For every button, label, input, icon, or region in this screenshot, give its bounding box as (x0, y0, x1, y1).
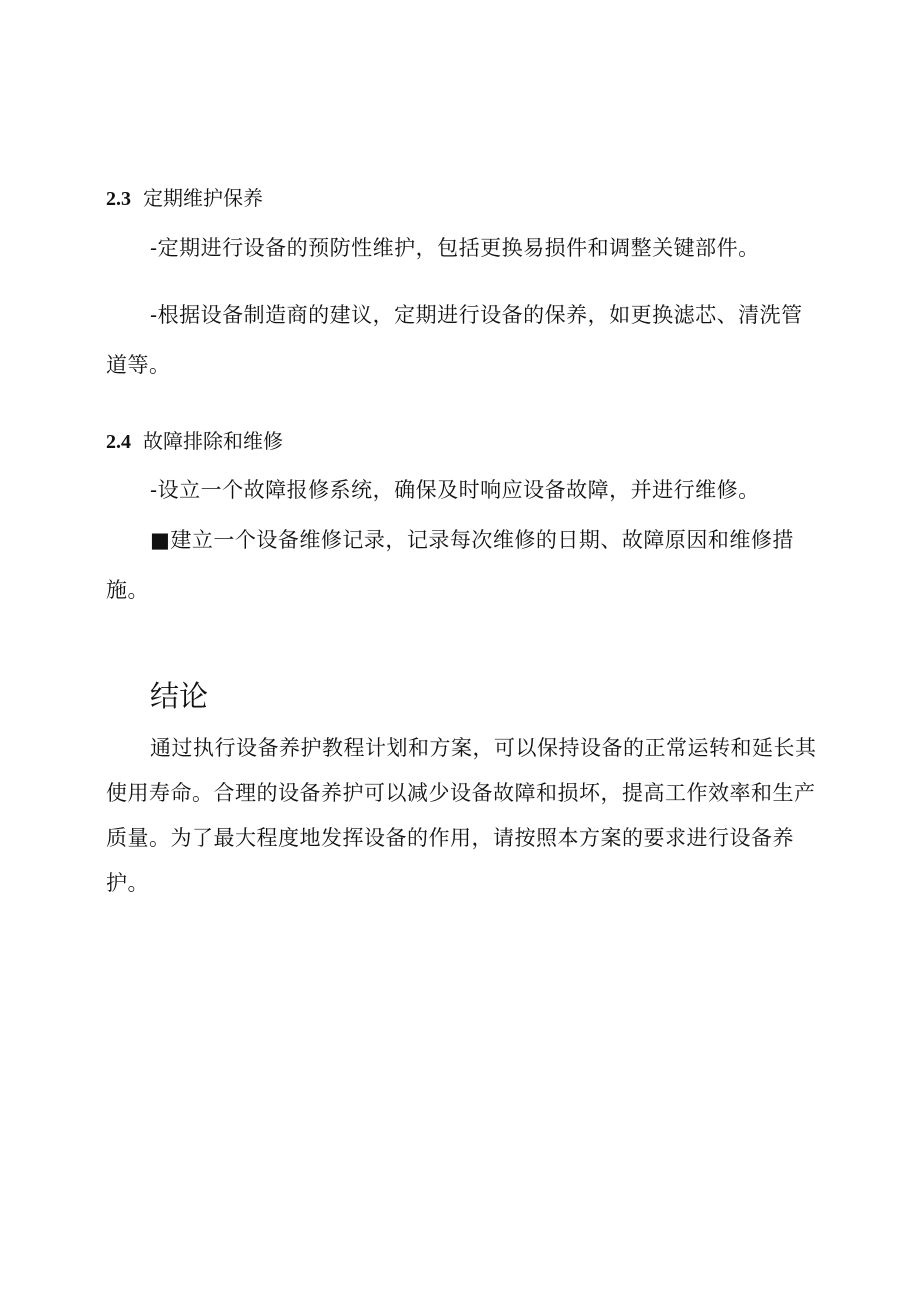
section-heading-2-4 (106, 427, 822, 456)
paragraph-preventive-maintenance: -定期进行设备的预防性维护，包括更换易损件和调整关键部件。 (150, 236, 760, 260)
paragraph-repair-system: -设立一个故障报修系统，确保及时响应设备故障，并进行维修。 (150, 478, 760, 502)
paragraph-repair-record: ■建立一个设备维修记录，记录每次维修的日期、故障原因和维修措施。 (106, 528, 794, 602)
conclusion-paragraph: 通过执行设备养护教程计划和方案，可以保持设备的正常运转和延长其使用寿命。合理的设备养护可以减少设备故障和损坏，提高工作效率和生产质量。为了最大程度地发挥设备的作用，请按照本方案的要求进行设备养护。 (106, 736, 817, 895)
section-number: 2.3 (106, 188, 131, 210)
section-heading-2-3 (106, 184, 822, 213)
section-title: 故障排除和维修 (143, 429, 283, 453)
paragraph-manufacturer-maintenance: -根据设备制造商的建议，定期进行设备的保养，如更换滤芯、清洗管道等。 (106, 303, 803, 377)
conclusion-heading: 结论 (150, 679, 209, 713)
section-title: 定期维护保养 (143, 186, 263, 210)
section-number: 2.4 (106, 431, 131, 453)
